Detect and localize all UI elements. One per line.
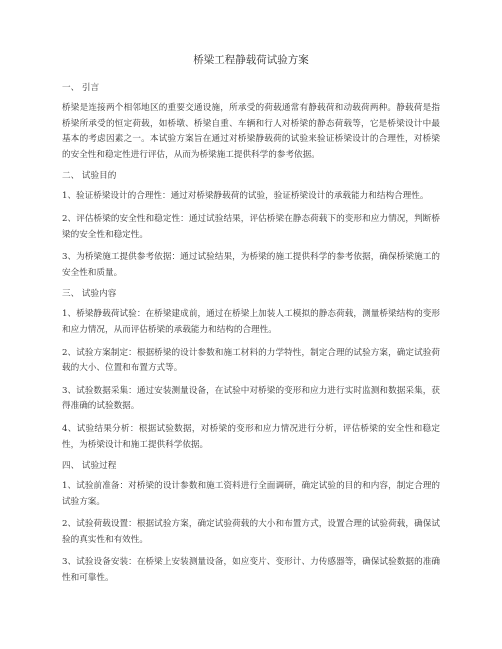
section-process	[62, 460, 440, 587]
paragraph: 1、验证桥梁设计的合理性：通过对桥梁静载荷的试验，验证桥梁设计的承载能力和结构合理性。	[62, 191, 429, 202]
paragraph: 3、试验设备安装：在桥梁上安装测量设备，如应变片、变形计、力传感器等，确保试验数据的准确性和可靠性。	[62, 557, 440, 584]
paragraph: 2、试验荷载设置：根据试验方案，确定试验荷载的大小和布置方式，设置合理的试验荷载，确保试验的真实性和有效性。	[62, 519, 440, 545]
paragraph: 桥梁是连接两个相邻地区的重要交通设施，所承受的荷载通常有静载荷和动载荷两种。静载荷是指桥梁所承受的恒定荷载，如桥墩、桥梁自重、车辆和行人对桥梁的静态荷载等，它是桥梁设计中最基本的考虑因素之一。本试验方案旨在通过对桥梁静载荷的试验来验证桥梁设计的合理性，对桥梁的安全性和稳定性进行评估，从而为桥梁施工提供科学的参考依据。	[62, 103, 440, 160]
document-title: 桥梁工程静载荷试验方案	[193, 54, 309, 66]
paragraph: 3、试验数据采集：通过安装测量设备，在试验中对桥梁的变形和应力进行实时监测和数据采集，获得准确的试验数据。	[62, 385, 440, 412]
paragraph: 1、桥梁静载荷试验：在桥梁建成前，通过在桥梁上加装人工模拟的静态荷载，测量桥梁结构的变形和应力情况，从而评估桥梁的承载能力和结构的合理性。	[62, 309, 440, 335]
paragraph: 2、试验方案制定：根据桥梁的设计参数和施工材料的力学特性，制定合理的试验方案，确定试验荷载的大小、位置和布置方式等。	[62, 347, 440, 374]
paragraph: 1、试验前准备：对桥梁的设计参数和施工资料进行全面调研，确定试验的目的和内容，制定合理的试验方案。	[62, 481, 440, 507]
section-heading: 四、 试验过程	[62, 461, 117, 472]
section-introduction	[62, 82, 440, 163]
section-heading: 二、 试验目的	[62, 171, 117, 182]
section-content	[62, 288, 440, 453]
section-purpose	[62, 170, 440, 281]
paragraph: 2、评估桥梁的安全性和稳定性：通过试验结果，评估桥梁在静态荷载下的变形和应力情况，判断桥梁的安全性和稳定性。	[62, 213, 440, 240]
paragraph: 4、试验结果分析：根据试验数据，对桥梁的变形和应力情况进行分析，评估桥梁的安全性和稳定性，为桥梁设计和施工提供科学依据。	[62, 423, 440, 450]
paragraph: 3、为桥梁施工提供参考依据：通过试验结果，为桥梁的施工提供科学的参考依据，确保桥梁施工的安全性和质量。	[62, 252, 440, 278]
section-heading: 三、 试验内容	[62, 289, 117, 300]
section-heading: 一、 引言	[62, 83, 100, 93]
